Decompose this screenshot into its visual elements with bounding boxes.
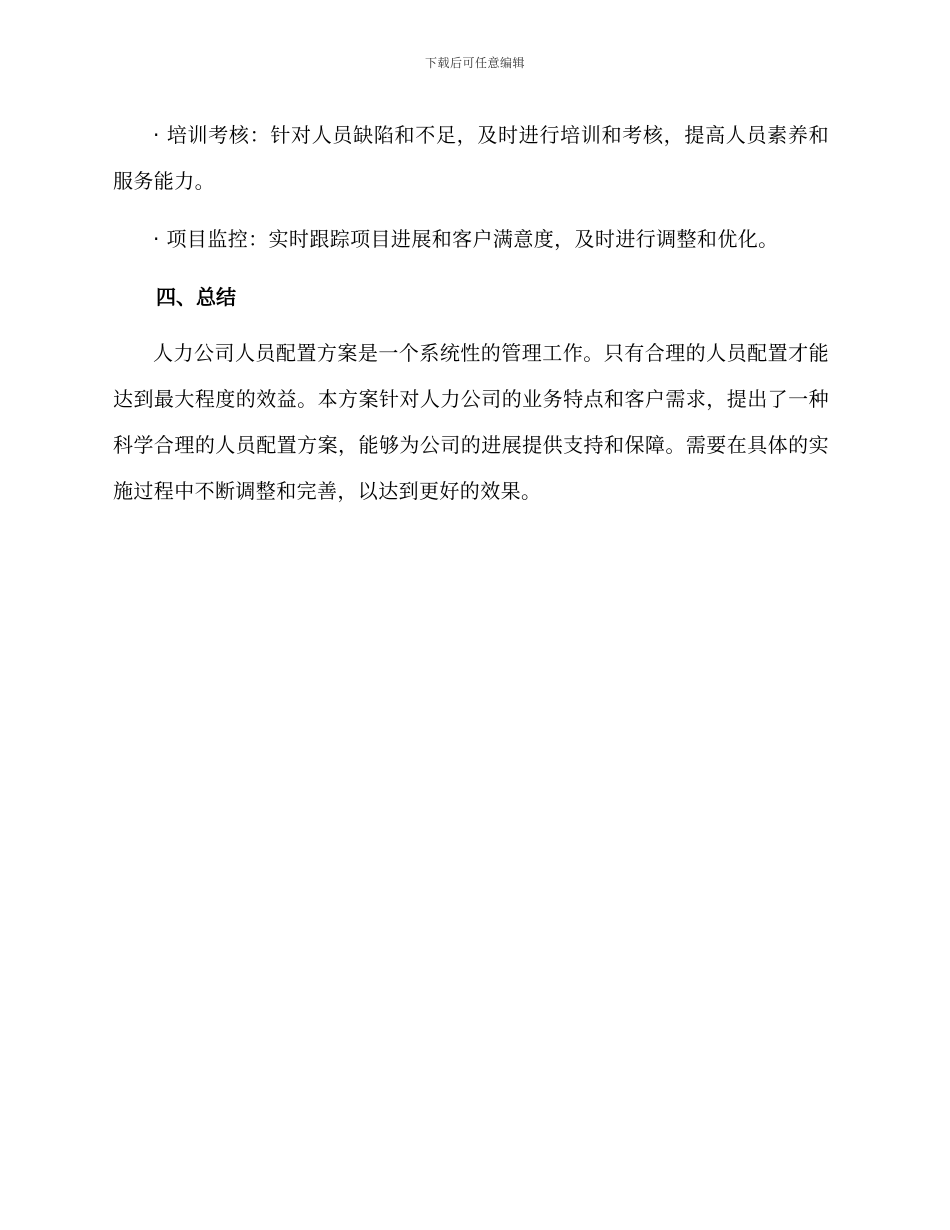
document-body <box>113 112 829 514</box>
section-heading-summary: 四、总结 <box>156 285 236 309</box>
bullet-project-monitoring: · 项目监控：实时跟踪项目进展和客户满意度，及时进行调整和优化。 <box>153 227 779 251</box>
header-note: 下载后可任意编辑 <box>424 56 525 70</box>
bullet-training-assessment: · 培训考核：针对人员缺陷和不足，及时进行培训和考核，提高人员素养和服务能力。 <box>113 123 829 193</box>
summary-paragraph: 人力公司人员配置方案是一个系统性的管理工作。只有合理的人员配置才能达到最大程度的效益。本方案针对人力公司的业务特点和客户需求，提出了一种科学合理的人员配置方案，能够为公司的进展提供支持和保障。需要在具体的实施过程中不断调整和完善，以达到更好的效果。 <box>113 341 829 503</box>
